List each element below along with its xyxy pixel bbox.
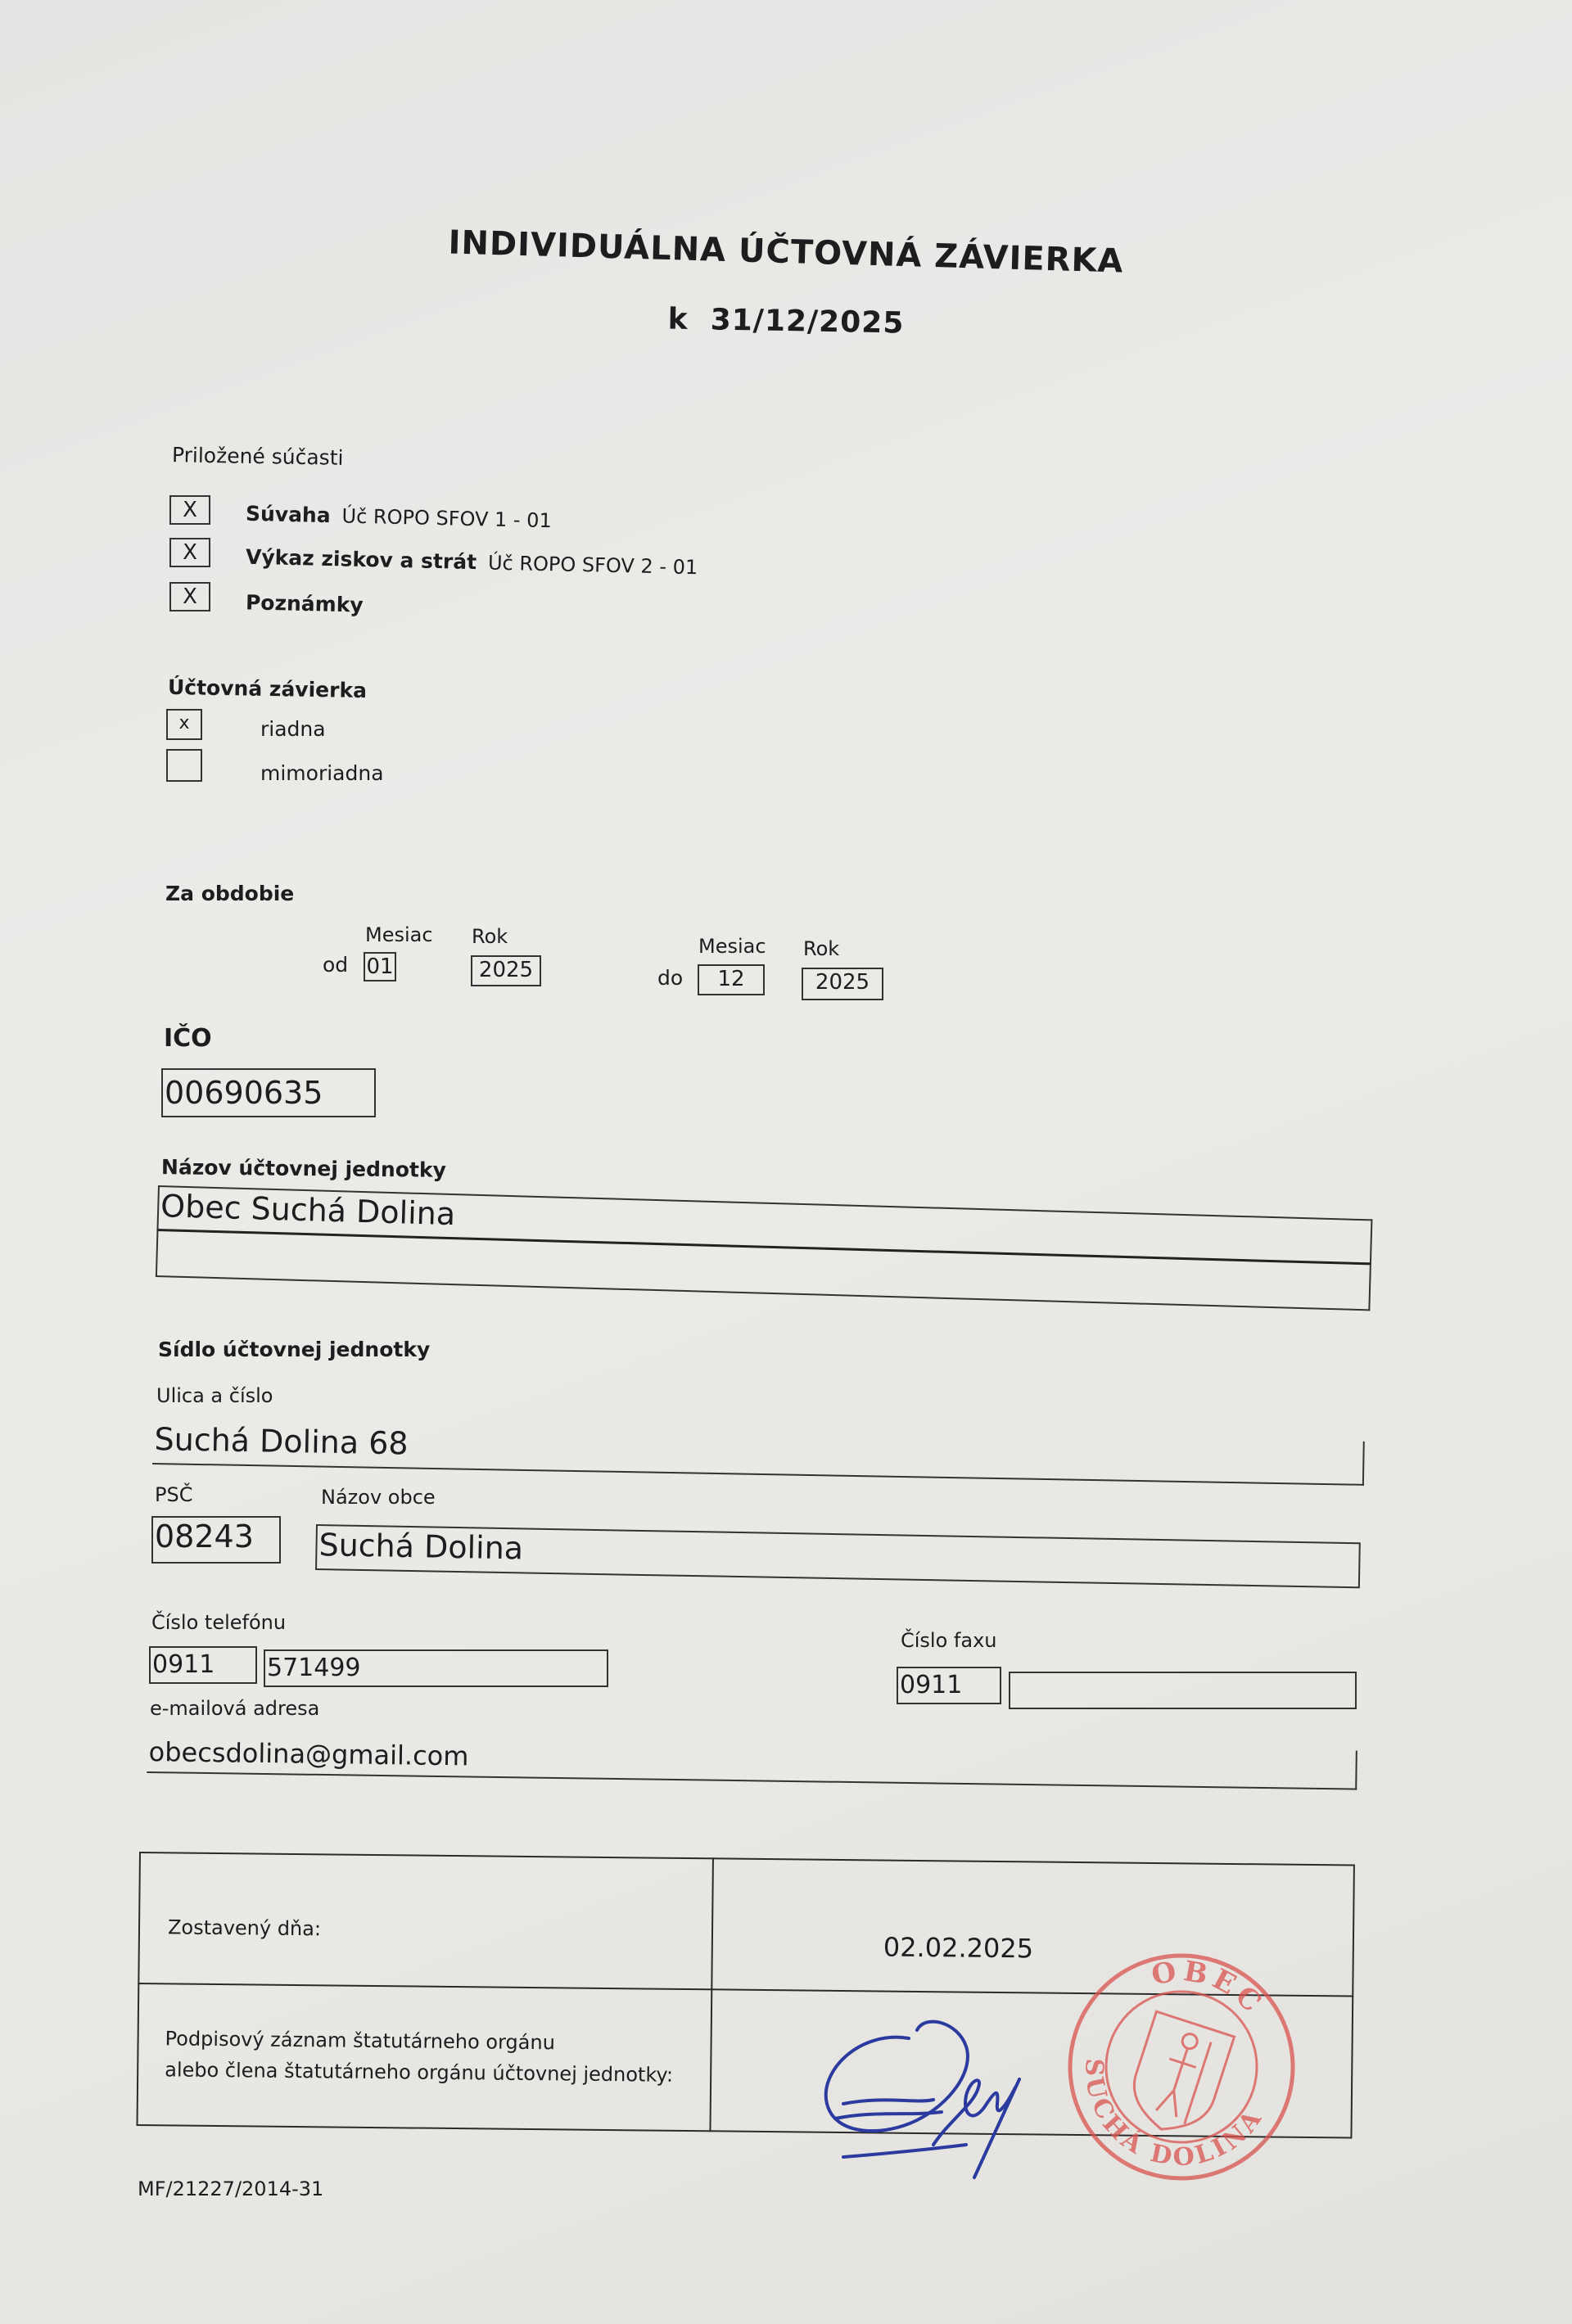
- attachment-label: Poznámky: [245, 590, 364, 617]
- attachment-code: Úč ROPO SFOV 1 - 01: [341, 504, 553, 533]
- attachment-checkbox[interactable]: X: [169, 582, 210, 611]
- street-label: Ulica a číslo: [156, 1384, 273, 1407]
- to-year-label: Rok: [803, 937, 840, 960]
- closure-type-label: riadna: [260, 717, 326, 741]
- attachment-checkbox[interactable]: X: [169, 538, 210, 567]
- form-code: MF/21227/2014-31: [138, 2177, 324, 2200]
- handwritten-signature: [811, 1981, 1073, 2194]
- city-label: Názov obce: [321, 1486, 436, 1509]
- street-field[interactable]: Suchá Dolina 68: [152, 1420, 1365, 1486]
- from-label: od: [323, 953, 349, 977]
- zip-field[interactable]: 08243: [151, 1516, 281, 1564]
- fax-number-field[interactable]: [1009, 1672, 1357, 1709]
- attachment-code: Úč ROPO SFOV 2 - 01: [487, 551, 698, 580]
- attachment-label: Výkaz ziskov a strát: [245, 544, 477, 575]
- from-month-field[interactable]: 01: [364, 952, 396, 981]
- compiled-date-label: Zostavený dňa:: [167, 1916, 322, 1941]
- email-label: e-mailová adresa: [150, 1697, 320, 1720]
- entity-name-line-1[interactable]: Obec Suchá Dolina: [156, 1185, 1372, 1265]
- phone-label: Číslo telefónu: [151, 1611, 287, 1634]
- fax-prefix-field[interactable]: 0911: [897, 1667, 1001, 1704]
- street-field-wrap: [152, 1420, 1365, 1491]
- signature-label-line-1: Podpisový záznam štatutárneho orgánu: [165, 2027, 556, 2055]
- attachment-label: Súvaha: [245, 501, 331, 528]
- signature-strokes: [826, 2022, 1019, 2177]
- entity-name-label: Názov účtovnej jednotky: [160, 1155, 447, 1182]
- from-year-label: Rok: [472, 925, 508, 948]
- to-month-label: Mesiac: [698, 935, 766, 958]
- document-title: INDIVIDUÁLNA ÚČTOVNÁ ZÁVIERKA: [447, 223, 1125, 281]
- to-month-field[interactable]: 12: [698, 964, 765, 995]
- to-year-field[interactable]: 2025: [802, 968, 883, 1000]
- attachment-checkbox[interactable]: X: [169, 495, 210, 525]
- email-field-wrap: [147, 1734, 1357, 1794]
- fax-label: Číslo faxu: [901, 1629, 997, 1652]
- zip-label: PSČ: [155, 1483, 193, 1506]
- phone-prefix-field[interactable]: 0911: [149, 1646, 257, 1684]
- stamp-top-text: OBEC: [1149, 1954, 1272, 2023]
- stamp-bottom-text: SUCHÁ DOLINA: [1079, 2058, 1269, 2173]
- stamp-graphic: [1063, 1948, 1300, 2186]
- address-heading: Sídlo účtovnej jednotky: [158, 1338, 431, 1361]
- official-stamp: [1063, 1948, 1300, 2186]
- from-month-label: Mesiac: [365, 923, 433, 946]
- closure-type-checkbox[interactable]: [166, 749, 202, 782]
- from-year-field[interactable]: 2025: [471, 955, 541, 986]
- closure-type-label: mimoriadna: [260, 761, 384, 785]
- entity-name-box: [155, 1185, 1373, 1350]
- closure-type-heading: Účtovná závierka: [167, 675, 368, 703]
- period-heading: Za obdobie: [165, 882, 295, 905]
- compiled-date-value: 02.02.2025: [883, 1931, 1034, 1965]
- attachments-heading: Priložené súčasti: [171, 443, 344, 470]
- document-date-subtitle: k 31/12/2025: [667, 302, 905, 341]
- signature-label-line-2: alebo člena štatutárneho orgánu účtovnej jednotky:: [165, 2058, 674, 2087]
- phone-number-field[interactable]: 571499: [264, 1649, 608, 1687]
- ico-field[interactable]: 00690635: [161, 1068, 376, 1117]
- city-field-wrap: [315, 1524, 1361, 1591]
- to-label: do: [657, 966, 684, 990]
- email-field[interactable]: obecsdolina@gmail.com: [147, 1734, 1357, 1790]
- closure-type-checkbox[interactable]: x: [166, 709, 202, 740]
- ico-label: IČO: [164, 1024, 212, 1053]
- city-field[interactable]: Suchá Dolina: [315, 1524, 1361, 1588]
